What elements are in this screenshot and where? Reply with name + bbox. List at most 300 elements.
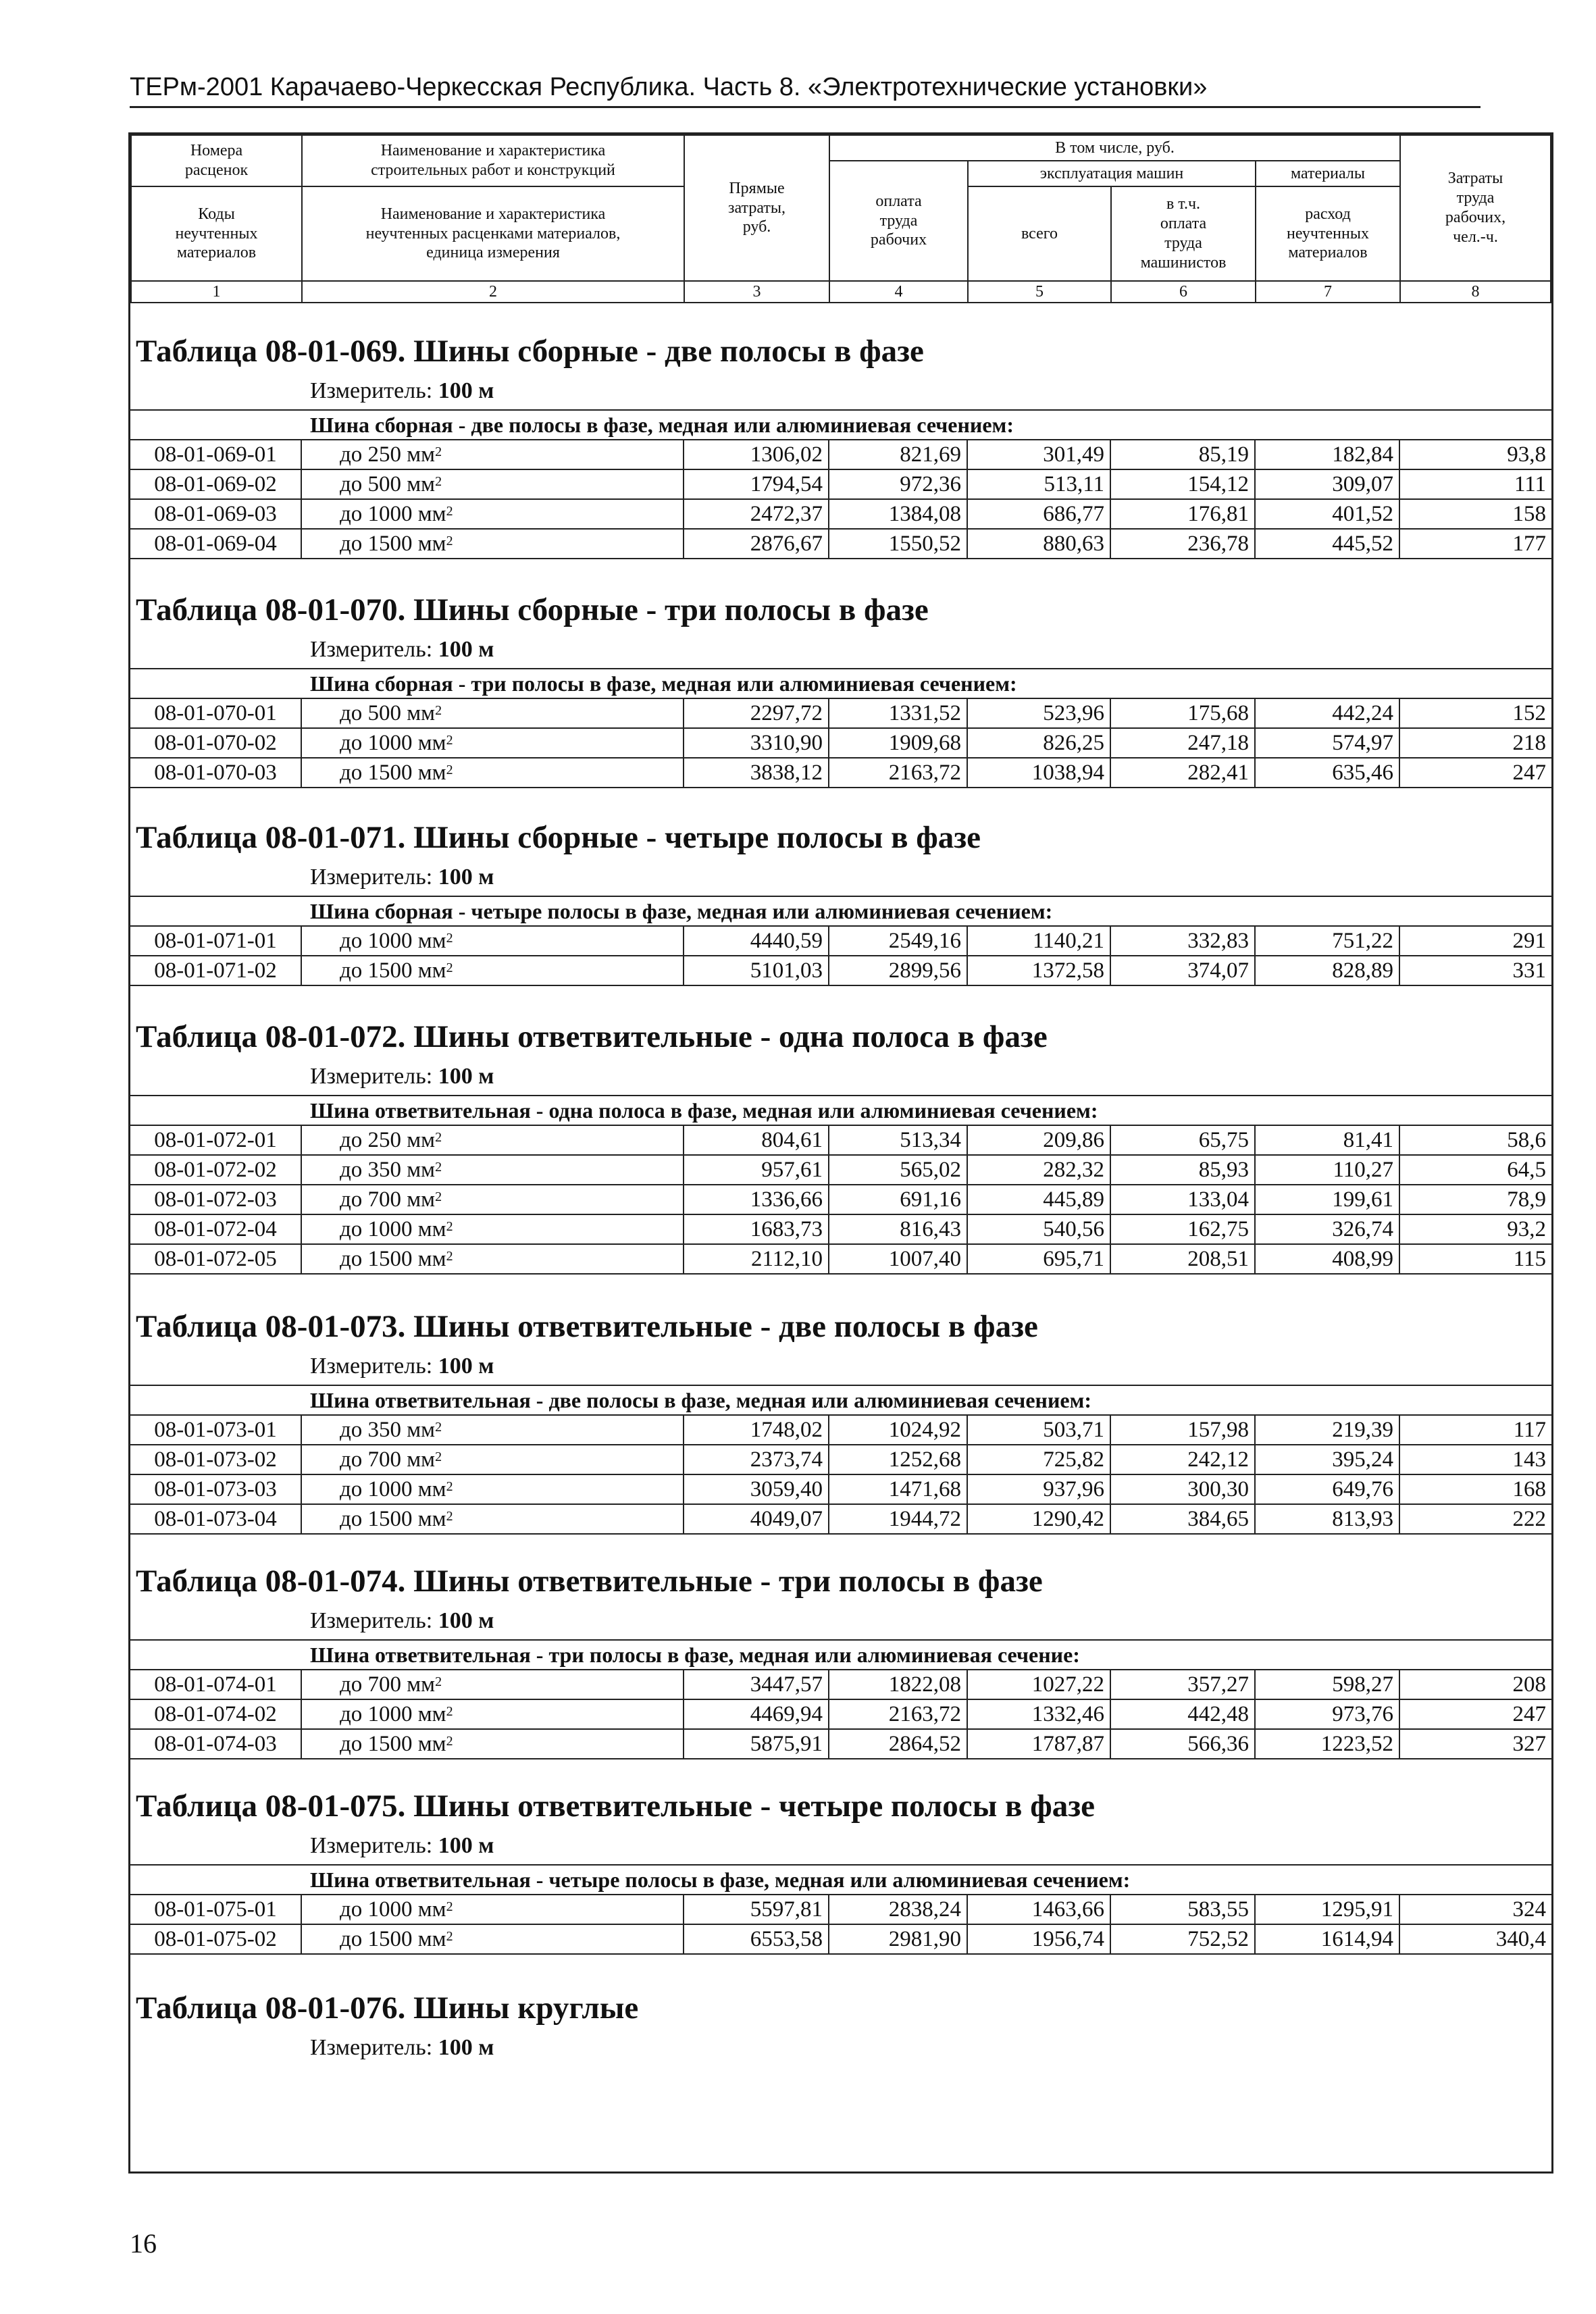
table-row [130, 1670, 1551, 1699]
unit-exponent: 2 [446, 1704, 453, 1719]
rate-name-text: до 350 мм [340, 1158, 436, 1182]
direct-cost: 1306,02 [684, 440, 829, 469]
rate-name [301, 1244, 684, 1274]
table-row [130, 1125, 1551, 1155]
direct-cost: 1683,73 [684, 1214, 829, 1244]
rate-code: 08-01-072-03 [130, 1185, 301, 1214]
machine-cost: 1372,58 [967, 956, 1110, 985]
table-subtitle: Шина сборная - три полосы в фазе, медная или алюминиевая сечением: [130, 669, 1551, 698]
machine-cost: 209,86 [967, 1125, 1110, 1155]
rate-code: 08-01-071-02 [130, 956, 301, 985]
table-row [130, 1699, 1551, 1729]
section-title: Таблица 08-01-075. Шины ответвительные - четыре полосы в фазе [136, 1789, 1095, 1824]
header-col4: оплата труда рабочих [829, 161, 968, 281]
worker-wages: 1471,68 [829, 1474, 967, 1504]
machine-cost: 513,11 [967, 469, 1110, 499]
header-col1-top: Номера расценок [131, 135, 302, 186]
rate-code: 08-01-070-03 [130, 758, 301, 788]
rate-name-text: до 700 мм [340, 1672, 436, 1697]
rate-name-text: до 1000 мм [340, 1702, 446, 1726]
rate-name [301, 1415, 684, 1445]
rate-name-text: до 700 мм [340, 1187, 436, 1212]
unit-exponent: 2 [446, 1249, 453, 1264]
column-number: 1 [131, 281, 302, 303]
rate-name [301, 1924, 684, 1954]
unit-exponent: 2 [435, 1449, 442, 1464]
direct-cost: 1336,66 [684, 1185, 829, 1214]
materials-cost: 574,97 [1255, 728, 1399, 758]
table-row [130, 1445, 1551, 1474]
materials-cost: 309,07 [1255, 469, 1399, 499]
direct-cost: 5875,91 [684, 1729, 829, 1759]
rate-code: 08-01-069-03 [130, 499, 301, 529]
rate-name [301, 758, 684, 788]
price-section [130, 1311, 1551, 1535]
table-subtitle: Шина сборная - две полосы в фазе, медная или алюминиевая сечением: [130, 410, 1551, 440]
measure-unit [130, 1065, 1551, 1088]
rate-name-text: до 1500 мм [340, 1247, 446, 1271]
table-row [130, 1155, 1551, 1185]
rate-name [301, 1445, 684, 1474]
unit-exponent: 2 [435, 1420, 442, 1435]
rate-code: 08-01-073-02 [130, 1445, 301, 1474]
rate-name-text: до 1500 мм [340, 532, 446, 556]
unit-exponent: 2 [435, 1674, 442, 1689]
section-title: Таблица 08-01-074. Шины ответвительные - три полосы в фазе [136, 1564, 1043, 1599]
rate-name [301, 1895, 684, 1924]
labor-hours: 78,9 [1399, 1185, 1551, 1214]
labor-hours: 115 [1399, 1244, 1551, 1274]
worker-wages: 691,16 [829, 1185, 967, 1214]
rate-name [301, 1155, 684, 1185]
materials-cost: 1223,52 [1255, 1729, 1399, 1759]
rate-code: 08-01-071-01 [130, 926, 301, 956]
rate-name [301, 499, 684, 529]
measure-value: 100 м [438, 1354, 494, 1379]
table-row [130, 758, 1551, 788]
table-row [130, 956, 1551, 985]
direct-cost: 1794,54 [684, 469, 829, 499]
rate-name-text: до 1500 мм [340, 761, 446, 785]
materials-cost: 219,39 [1255, 1415, 1399, 1445]
header-col6: в т.ч. оплата труда машинистов [1111, 186, 1256, 281]
direct-cost: 4049,07 [684, 1504, 829, 1534]
materials-cost: 408,99 [1255, 1244, 1399, 1274]
labor-hours: 247 [1399, 758, 1551, 788]
direct-cost: 1748,02 [684, 1415, 829, 1445]
unit-exponent: 2 [446, 1929, 453, 1944]
unit-exponent: 2 [446, 960, 453, 975]
rate-name-text: до 1500 мм [340, 958, 446, 983]
rate-name-text: до 500 мм [340, 701, 436, 725]
worker-wages: 1384,08 [829, 499, 967, 529]
labor-hours: 324 [1399, 1895, 1551, 1924]
table-subtitle: Шина ответвительная - три полосы в фазе, медная или алюминиевая сечение: [130, 1640, 1551, 1670]
operator-wages: 175,68 [1110, 698, 1255, 728]
operator-wages: 236,78 [1110, 529, 1255, 559]
price-table-frame [128, 132, 1553, 2174]
rate-code: 08-01-075-01 [130, 1895, 301, 1924]
price-section [130, 1021, 1551, 1275]
materials-cost: 199,61 [1255, 1185, 1399, 1214]
measure-unit [130, 866, 1551, 889]
rate-code: 08-01-069-02 [130, 469, 301, 499]
worker-wages: 513,34 [829, 1125, 967, 1155]
rate-code: 08-01-070-01 [130, 698, 301, 728]
price-section [130, 1791, 1551, 1955]
table-row [130, 529, 1551, 559]
machine-cost: 1038,94 [967, 758, 1110, 788]
header-col2-top: Наименование и характеристика строительных работ и конструкций [302, 135, 684, 186]
rate-name-text: до 350 мм [340, 1418, 436, 1442]
unit-exponent: 2 [446, 1219, 453, 1234]
operator-wages: 176,81 [1110, 499, 1255, 529]
measure-label: Измеритель: [310, 1354, 433, 1379]
labor-hours: 168 [1399, 1474, 1551, 1504]
measure-label: Измеритель: [310, 2035, 433, 2060]
rate-name [301, 529, 684, 559]
rate-name [301, 926, 684, 956]
table-row [130, 926, 1551, 956]
unit-exponent: 2 [435, 1160, 442, 1175]
unit-exponent: 2 [435, 474, 442, 489]
rate-name [301, 1125, 684, 1155]
operator-wages: 208,51 [1110, 1244, 1255, 1274]
machine-cost: 1787,87 [967, 1729, 1110, 1759]
unit-exponent: 2 [446, 1509, 453, 1524]
materials-cost: 1295,91 [1255, 1895, 1399, 1924]
direct-cost: 3059,40 [684, 1474, 829, 1504]
rate-code: 08-01-073-04 [130, 1504, 301, 1534]
rates-table [130, 1095, 1551, 1275]
operator-wages: 300,30 [1110, 1474, 1255, 1504]
labor-hours: 247 [1399, 1699, 1551, 1729]
worker-wages: 2864,52 [829, 1729, 967, 1759]
column-number: 7 [1256, 281, 1400, 303]
labor-hours: 327 [1399, 1729, 1551, 1759]
labor-hours: 177 [1399, 529, 1551, 559]
measure-unit [130, 2036, 1551, 2059]
direct-cost: 6553,58 [684, 1924, 829, 1954]
column-number: 5 [968, 281, 1111, 303]
rate-name [301, 728, 684, 758]
worker-wages: 1331,52 [829, 698, 967, 728]
operator-wages: 384,65 [1110, 1504, 1255, 1534]
labor-hours: 331 [1399, 956, 1551, 985]
operator-wages: 65,75 [1110, 1125, 1255, 1155]
measure-unit [130, 1355, 1551, 1378]
worker-wages: 1944,72 [829, 1504, 967, 1534]
rate-code: 08-01-073-01 [130, 1415, 301, 1445]
rate-code: 08-01-072-04 [130, 1214, 301, 1244]
section-title: Таблица 08-01-071. Шины сборные - четыре полосы в фазе [136, 820, 981, 855]
worker-wages: 2899,56 [829, 956, 967, 985]
worker-wages: 1909,68 [829, 728, 967, 758]
materials-cost: 635,46 [1255, 758, 1399, 788]
machine-cost: 301,49 [967, 440, 1110, 469]
machine-cost: 1463,66 [967, 1895, 1110, 1924]
rate-name [301, 469, 684, 499]
labor-hours: 218 [1399, 728, 1551, 758]
rate-name [301, 1504, 684, 1534]
worker-wages: 2549,16 [829, 926, 967, 956]
labor-hours: 158 [1399, 499, 1551, 529]
worker-wages: 821,69 [829, 440, 967, 469]
section-title: Таблица 08-01-076. Шины круглые [136, 1990, 639, 2026]
operator-wages: 85,19 [1110, 440, 1255, 469]
labor-hours: 152 [1399, 698, 1551, 728]
operator-wages: 154,12 [1110, 469, 1255, 499]
labor-hours: 208 [1399, 1670, 1551, 1699]
materials-cost: 81,41 [1255, 1125, 1399, 1155]
column-number: 2 [302, 281, 684, 303]
measure-unit [130, 1610, 1551, 1632]
unit-exponent: 2 [446, 1734, 453, 1749]
table-row [130, 499, 1551, 529]
measure-value: 100 м [438, 378, 494, 403]
rate-name-text: до 1000 мм [340, 929, 446, 953]
materials-cost: 401,52 [1255, 499, 1399, 529]
table-row [130, 440, 1551, 469]
machine-cost: 880,63 [967, 529, 1110, 559]
table-row [130, 1415, 1551, 1445]
direct-cost: 2373,74 [684, 1445, 829, 1474]
measure-unit [130, 638, 1551, 661]
operator-wages: 583,55 [1110, 1895, 1255, 1924]
worker-wages: 1007,40 [829, 1244, 967, 1274]
measure-label: Измеритель: [310, 1608, 433, 1633]
labor-hours: 340,4 [1399, 1924, 1551, 1954]
worker-wages: 565,02 [829, 1155, 967, 1185]
price-section [130, 336, 1551, 559]
column-number: 3 [684, 281, 829, 303]
materials-cost: 813,93 [1255, 1504, 1399, 1534]
direct-cost: 2297,72 [684, 698, 829, 728]
worker-wages: 2163,72 [829, 758, 967, 788]
table-subtitle: Шина ответвительная - четыре полосы в фазе, медная или алюминиевая сечением: [130, 1865, 1551, 1895]
table-subtitle-row [130, 1865, 1551, 1895]
unit-exponent: 2 [446, 534, 453, 548]
machine-cost: 937,96 [967, 1474, 1110, 1504]
header-col3: Прямые затраты, руб. [684, 135, 829, 281]
machine-cost: 695,71 [967, 1244, 1110, 1274]
machine-cost: 1027,22 [967, 1670, 1110, 1699]
operator-wages: 442,48 [1110, 1699, 1255, 1729]
rate-name-text: до 700 мм [340, 1447, 436, 1472]
operator-wages: 157,98 [1110, 1415, 1255, 1445]
rates-table [130, 1639, 1551, 1759]
machine-cost: 503,71 [967, 1415, 1110, 1445]
labor-hours: 111 [1399, 469, 1551, 499]
header-col1-bottom: Коды неучтенных материалов [131, 186, 302, 281]
table-row [130, 1729, 1551, 1759]
direct-cost: 2112,10 [684, 1244, 829, 1274]
table-row [130, 1504, 1551, 1534]
header-materials: материалы [1256, 161, 1400, 186]
worker-wages: 2163,72 [829, 1699, 967, 1729]
page-number: 16 [130, 2228, 157, 2259]
direct-cost: 957,61 [684, 1155, 829, 1185]
labor-hours: 64,5 [1399, 1155, 1551, 1185]
materials-cost: 1614,94 [1255, 1924, 1399, 1954]
materials-cost: 973,76 [1255, 1699, 1399, 1729]
table-subtitle-row [130, 896, 1551, 926]
header-col8: Затраты труда рабочих, чел.-ч. [1400, 135, 1551, 281]
rate-code: 08-01-069-01 [130, 440, 301, 469]
worker-wages: 1252,68 [829, 1445, 967, 1474]
column-number: 6 [1111, 281, 1256, 303]
table-row [130, 1185, 1551, 1214]
unit-exponent: 2 [446, 1899, 453, 1914]
section-title: Таблица 08-01-070. Шины сборные - три полосы в фазе [136, 592, 929, 627]
rate-name-text: до 1500 мм [340, 1732, 446, 1756]
rate-name [301, 956, 684, 985]
operator-wages: 247,18 [1110, 728, 1255, 758]
worker-wages: 816,43 [829, 1214, 967, 1244]
materials-cost: 445,52 [1255, 529, 1399, 559]
measure-label: Измеритель: [310, 1833, 433, 1858]
header-col7: расход неучтенных материалов [1256, 186, 1400, 281]
worker-wages: 1550,52 [829, 529, 967, 559]
column-number: 8 [1400, 281, 1551, 303]
rates-table [130, 409, 1551, 559]
price-section [130, 594, 1551, 788]
worker-wages: 1822,08 [829, 1670, 967, 1699]
measure-unit [130, 1834, 1551, 1857]
labor-hours: 291 [1399, 926, 1551, 956]
header-col2-bottom: Наименование и характеристика неучтенных расценками материалов, единица измерения [302, 186, 684, 281]
worker-wages: 2981,90 [829, 1924, 967, 1954]
machine-cost: 1956,74 [967, 1924, 1110, 1954]
header-col5: всего [968, 186, 1111, 281]
materials-cost: 182,84 [1255, 440, 1399, 469]
rates-table [130, 668, 1551, 788]
measure-label: Измеритель: [310, 378, 433, 403]
rate-code: 08-01-074-02 [130, 1699, 301, 1729]
materials-cost: 751,22 [1255, 926, 1399, 956]
measure-label: Измеритель: [310, 637, 433, 662]
labor-hours: 93,8 [1399, 440, 1551, 469]
direct-cost: 5597,81 [684, 1895, 829, 1924]
direct-cost: 804,61 [684, 1125, 829, 1155]
document-header: ТЕРм-2001 Карачаево-Черкесская Республика. Часть 8. «Электротехнические установки» [130, 73, 1481, 108]
rate-code: 08-01-075-02 [130, 1924, 301, 1954]
column-number: 4 [829, 281, 968, 303]
materials-cost: 828,89 [1255, 956, 1399, 985]
table-row [130, 728, 1551, 758]
column-header-table [130, 134, 1551, 303]
direct-cost: 3447,57 [684, 1670, 829, 1699]
rate-name [301, 1214, 684, 1244]
rate-name-text: до 1000 мм [340, 1897, 446, 1922]
materials-cost: 598,27 [1255, 1670, 1399, 1699]
labor-hours: 143 [1399, 1445, 1551, 1474]
unit-exponent: 2 [435, 1130, 442, 1145]
operator-wages: 282,41 [1110, 758, 1255, 788]
rate-name-text: до 1000 мм [340, 731, 446, 755]
rates-table [130, 896, 1551, 986]
measure-value: 100 м [438, 1064, 494, 1089]
machine-cost: 1290,42 [967, 1504, 1110, 1534]
table-subtitle: Шина ответвительная - две полосы в фазе, медная или алюминиевая сечением: [130, 1385, 1551, 1415]
labor-hours: 117 [1399, 1415, 1551, 1445]
unit-exponent: 2 [435, 703, 442, 718]
unit-exponent: 2 [446, 1479, 453, 1494]
materials-cost: 442,24 [1255, 698, 1399, 728]
operator-wages: 85,93 [1110, 1155, 1255, 1185]
rate-code: 08-01-070-02 [130, 728, 301, 758]
machine-cost: 686,77 [967, 499, 1110, 529]
unit-exponent: 2 [435, 1189, 442, 1204]
machine-cost: 1140,21 [967, 926, 1110, 956]
rates-table [130, 1864, 1551, 1955]
rate-name [301, 1699, 684, 1729]
table-subtitle-row [130, 410, 1551, 440]
machine-cost: 523,96 [967, 698, 1110, 728]
operator-wages: 162,75 [1110, 1214, 1255, 1244]
unit-exponent: 2 [446, 504, 453, 519]
materials-cost: 649,76 [1255, 1474, 1399, 1504]
operator-wages: 374,07 [1110, 956, 1255, 985]
section-title: Таблица 08-01-069. Шины сборные - две полосы в фазе [136, 334, 924, 369]
rate-name [301, 440, 684, 469]
unit-exponent: 2 [446, 763, 453, 777]
measure-value: 100 м [438, 865, 494, 890]
measure-label: Измеритель: [310, 1064, 433, 1089]
header-machines: эксплуатация машин [968, 161, 1256, 186]
rates-table [130, 1385, 1551, 1535]
machine-cost: 826,25 [967, 728, 1110, 758]
table-subtitle: Шина сборная - четыре полосы в фазе, медная или алюминиевая сечением: [130, 896, 1551, 926]
direct-cost: 3310,90 [684, 728, 829, 758]
worker-wages: 2838,24 [829, 1895, 967, 1924]
measure-value: 100 м [438, 1608, 494, 1633]
rate-name-text: до 250 мм [340, 1128, 436, 1152]
rate-name-text: до 1500 мм [340, 1927, 446, 1951]
operator-wages: 566,36 [1110, 1729, 1255, 1759]
worker-wages: 972,36 [829, 469, 967, 499]
measure-value: 100 м [438, 1833, 494, 1858]
unit-exponent: 2 [435, 444, 442, 459]
rate-name-text: до 500 мм [340, 472, 436, 496]
machine-cost: 540,56 [967, 1214, 1110, 1244]
table-row [130, 1895, 1551, 1924]
table-subtitle-row [130, 1640, 1551, 1670]
rate-name [301, 698, 684, 728]
rate-name-text: до 1500 мм [340, 1507, 446, 1531]
table-subtitle-row [130, 1385, 1551, 1415]
materials-cost: 395,24 [1255, 1445, 1399, 1474]
materials-cost: 326,74 [1255, 1214, 1399, 1244]
direct-cost: 3838,12 [684, 758, 829, 788]
table-row [130, 1474, 1551, 1504]
measure-value: 100 м [438, 637, 494, 662]
unit-exponent: 2 [446, 733, 453, 748]
rate-name [301, 1729, 684, 1759]
direct-cost: 4469,94 [684, 1699, 829, 1729]
table-row [130, 1244, 1551, 1274]
direct-cost: 2876,67 [684, 529, 829, 559]
header-including: В том числе, руб. [829, 135, 1400, 161]
table-row [130, 1924, 1551, 1954]
direct-cost: 2472,37 [684, 499, 829, 529]
rate-code: 08-01-073-03 [130, 1474, 301, 1504]
rate-name-text: до 1000 мм [340, 1217, 446, 1241]
direct-cost: 4440,59 [684, 926, 829, 956]
worker-wages: 1024,92 [829, 1415, 967, 1445]
table-row [130, 698, 1551, 728]
rate-name-text: до 250 мм [340, 442, 436, 467]
